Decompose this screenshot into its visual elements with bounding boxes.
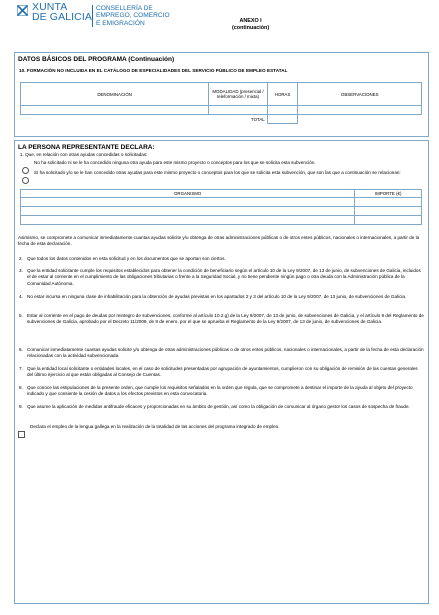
declaration-item-6 (19, 347, 425, 360)
denominacion-input[interactable] (21, 106, 209, 115)
total-horas-input[interactable] (267, 115, 298, 124)
dept-line-1: CONSELLERÍA DE (96, 5, 153, 12)
importe-input[interactable] (355, 207, 422, 216)
item-text: Que conoce las estipulaciones de la presente orden, que cumple los requisitos señalados en la orden que regula, que se compromete a destinar el importe de la ayuda al objeto del proyecto indicado y que consiente la cesión de datos a los efectos previstos en esta convocatoria. (27, 385, 413, 397)
annex-continuation: (continuación) (232, 25, 270, 31)
organismo-input[interactable] (21, 198, 355, 207)
declaration-item-3 (19, 268, 425, 287)
item-text: No estar incursa en ninguna clase de inhabilitación para la obtención de ayudas previstas en los apartados 2 y 3 del artículo 10 de la Ley 9/2007, de 13 junio, de subvenciones de Galicia. (27, 294, 407, 299)
section-basic-data (14, 52, 429, 137)
total-empty (298, 115, 422, 124)
item-number: 6. (19, 347, 23, 352)
dept-line-2: EMPREGO, COMERCIO (96, 12, 170, 20)
col-horas: HORAS (267, 83, 298, 106)
logo-line-2: DE GALICIA (32, 11, 92, 23)
col-organismo: ORGANISMO (21, 190, 355, 198)
item-text: Estar al corriente en el pago de deudas por reintegro de subvenciones, conforme al artículo 10.2.g) de la Ley 9/2007, de 13 de junio, de subvenciones de Galicia, y el artículo 9 del Reglamento de subvenciones de Galicia, aprobado por el Decreto 11/2009, de 8 de enero, por el que se aprueba el Reglamento de la Ley 9/2007, de 13 de junio, de subvenciones de Galicia. (27, 313, 424, 325)
training-table (20, 82, 422, 124)
annex-title: ANEXO I (239, 18, 262, 24)
option-b-radio[interactable] (22, 171, 29, 189)
declaration-item-5 (19, 313, 425, 326)
item-text: Que la entidad solicitante cumple los requisitos establecidos para obtener la condición de beneficiario según el artículo 10 de la Ley 9/2007, de 13 de junio, de subvenciones de Galicia, incluidos el de estar al corriente en el cumplimiento de las obligaciones tributarias o frente a la Seguridad Social, y no tiene pendiente ningún pago o otra deuda con la Administración pública de la Comunidad Autónoma. (27, 268, 421, 286)
lengua-gallega-label: Declara el empleo de la lengua gallega en la realización de la totalidad de las acciones del programa integrado de empleo. (30, 424, 280, 429)
declaration-title: LA PERSONA REPRESENTANTE DECLARA: (18, 144, 155, 151)
lengua-gallega-checkbox[interactable] (18, 425, 25, 443)
annex-label (232, 18, 269, 32)
item-number: 5. (19, 313, 23, 318)
organismo-input[interactable] (21, 216, 355, 225)
col-observaciones: OBSERVACIONES (298, 83, 422, 106)
importe-input[interactable] (355, 216, 422, 225)
commitment-text: Asimismo, se compromete a comunicar inmediatamente cuantas ayudas solicite y/u obtenga de otras administraciones públicas o de otros entes públicos, nacionales o internacionales, a partir de la fecha de esta declaración. (18, 235, 420, 247)
item-text: Que todos los datos contenidos en esta solicitud y en los documentos que se aportan son ciertos. (27, 256, 226, 261)
item-number: 8. (19, 385, 23, 390)
declaration-item-2 (19, 256, 425, 262)
section-subtitle: 10. FORMACIÓN NO INCLUIDA EN EL CATÁLOGO DE ESPECIALIDADES DEL SERVICIO PÚBLICO DE EMPLEO ESTATAL (19, 68, 288, 73)
declaration-item-7 (19, 366, 425, 379)
item-number: 9. (19, 404, 23, 409)
department-name (96, 5, 170, 27)
organismo-input[interactable] (21, 207, 355, 216)
declaration-item-4 (19, 294, 425, 300)
declaration-item-1: 1. Que, en relación con otras ayudas concedidas o solicitadas: (20, 152, 148, 157)
other-aids-table (20, 189, 422, 225)
declaration-item-8 (19, 385, 425, 398)
item-number: 7. (19, 366, 23, 371)
horas-input[interactable] (267, 106, 298, 115)
modalidad-input[interactable] (209, 106, 267, 115)
item-text: Que asume la aplicación de medidas antifraude eficaces y proporcionadas en su ámbito de gestión, así como la obligación de comunicar al órgano gestor los casos de sospecha de fraude. (27, 404, 410, 409)
logo-line-1: XUNTA (32, 1, 68, 13)
xunta-logo-icon (17, 5, 28, 16)
item-number: 4. (19, 294, 23, 299)
item-number: 2. (19, 256, 23, 261)
item-number: 3. (19, 268, 23, 273)
item-text: Que la entidad local solicitante o entidades locales, en el caso de solicitudes presentadas por agrupación de ayuntamientos, cumplieron con su obligación de remisión de las cuentas generales del último ejercicio al que están obligadas al Consejo de Cuentas. (27, 366, 418, 378)
importe-input[interactable] (355, 198, 422, 207)
section-title: DATOS BÁSICOS DEL PROGRAMA (Continuación) (18, 56, 175, 63)
option-b-label: Sí ha solicitado y/o se le han concedido otras ayudas para este mismo proyecto o conceptos para los que se solicita esta subvención, que son las que a continuación se relacionan: (34, 170, 401, 175)
observaciones-input[interactable] (298, 106, 422, 115)
col-importe: IMPORTE (€) (355, 190, 422, 198)
col-modalidad: MODALIDAD (presencial / teleformación / mixta) (209, 83, 267, 106)
total-label: TOTAL (21, 115, 268, 124)
logo-text (32, 2, 92, 22)
option-a-label: No ha solicitado ni se le ha concedido ninguna otra ayuda para este mismo proyecto o conceptos para los que se solicita esta subvención. (34, 160, 316, 165)
declaration-item-9 (19, 404, 425, 410)
dept-line-3: E EMIGRACIÓN (96, 19, 145, 27)
logo-divider (92, 5, 93, 27)
col-denominacion: DENOMINACIÓN (21, 83, 209, 106)
item-text: Comunicar inmediatamente cuantas ayudas solicite y/u obtenga de otras administraciones públicas o de otros entes públicos, nacionales o internacionales, a partir de la fecha de esta declaración relacionadas con la actividad subvencionada. (27, 347, 424, 359)
